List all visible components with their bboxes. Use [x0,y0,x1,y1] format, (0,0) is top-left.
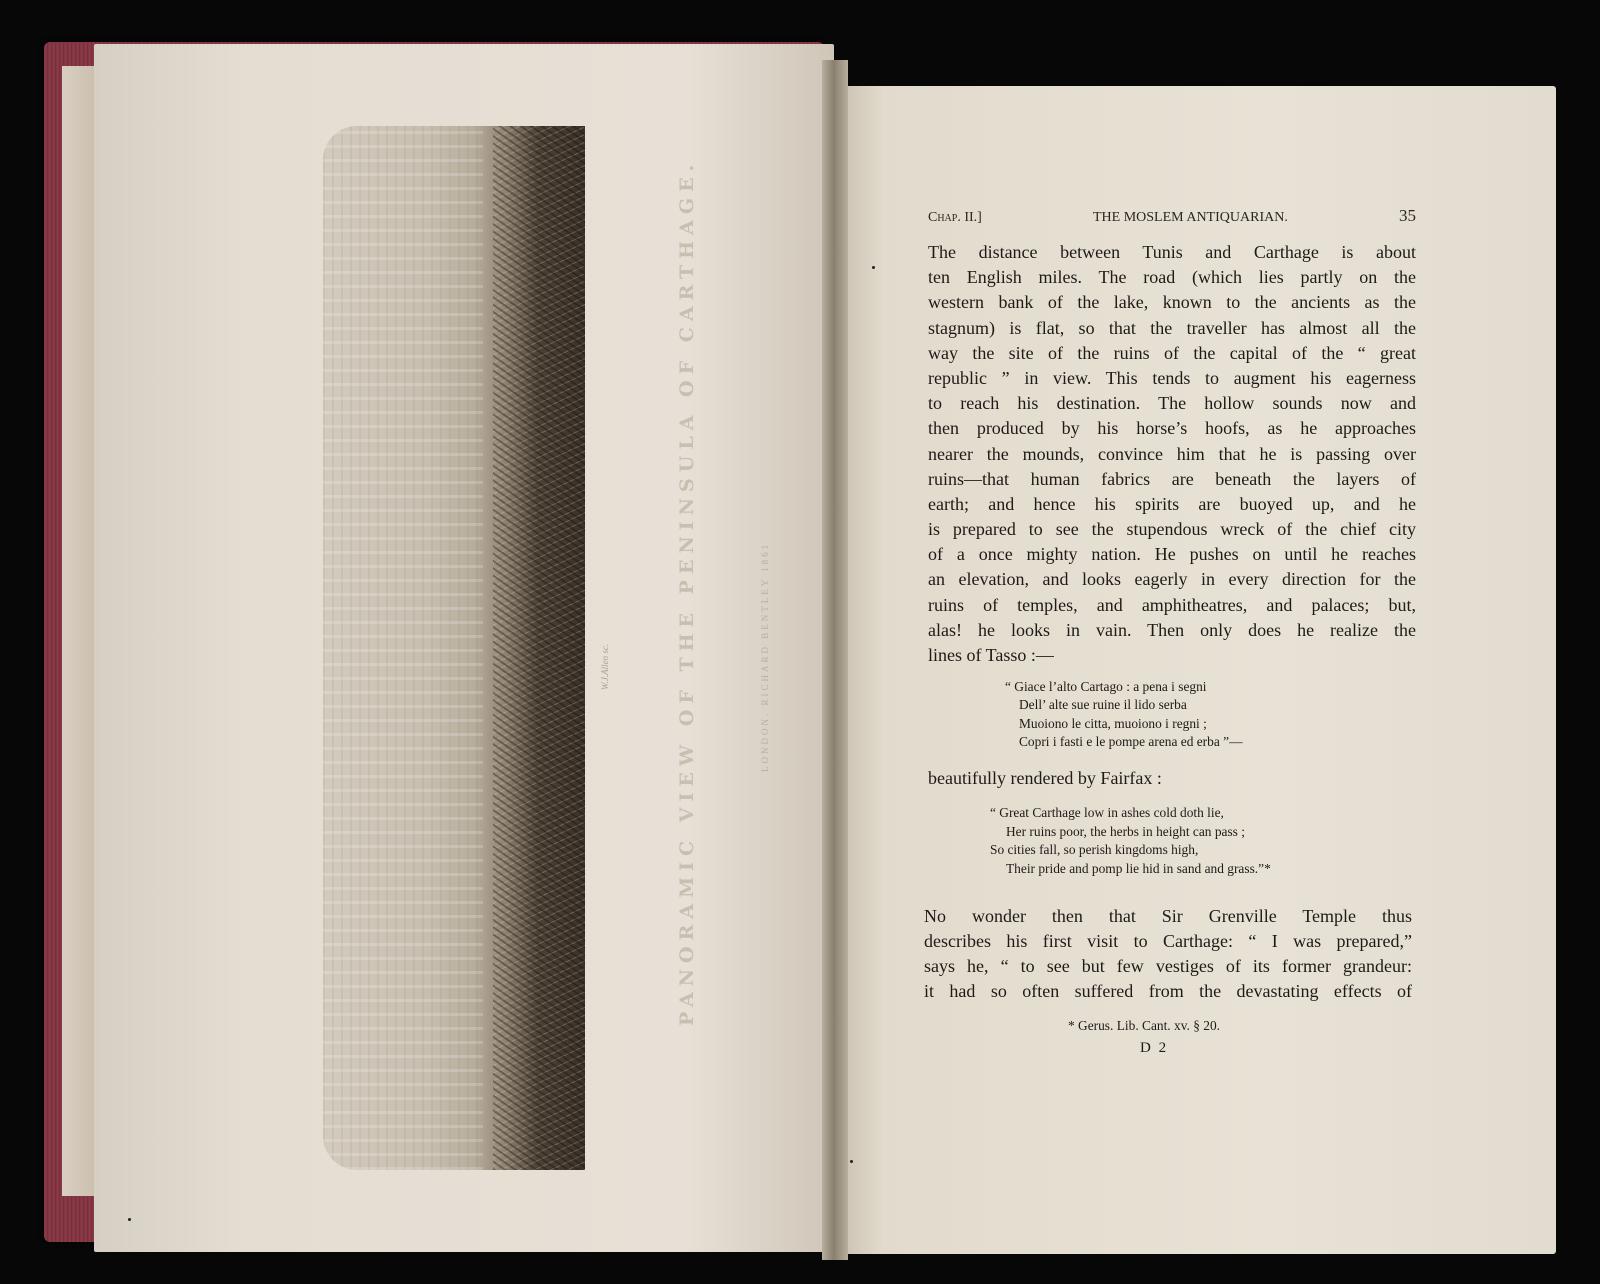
verse-line: Copri i fasti e le pompe arena ed erba ”— [1019,734,1243,750]
rendered-line: beautifully rendered by Fairfax : [928,768,1162,788]
paragraph-1 [928,240,1416,668]
book-gutter [822,60,848,1260]
verse-line: Her ruins poor, the herbs in height can pass ; [1006,823,1245,839]
running-head [928,206,1416,226]
text-line: The distance between Tunis and Carthage is about [928,242,1416,262]
verse-line: Their pride and pomp lie hid in sand and grass.”* [1006,860,1271,876]
text-line: western bank of the lake, known to the ancients as the [928,292,1416,313]
italian-verse [1005,678,1242,752]
text-line: No wonder then that Sir Grenville Temple thus [924,906,1412,926]
verse-line: “ Giace l’alto Cartago : a pena i segni [1005,679,1207,694]
text-line: it had so often suffered from the devastating effects of [924,981,1412,1001]
text-line: an elevation, and looks eagerly in every direction for the [928,569,1416,590]
text-line: nearer the mounds, convince him that he is passing over [928,443,1416,464]
verse-line: So cities fall, so perish kingdoms high, [990,842,1199,858]
text-line: way the site of the ruins of the capital of the “ great [928,342,1416,363]
page-number: 35 [1398,206,1416,225]
text-line: lines of Tasso :— [928,645,1054,665]
engraving-landscape [493,126,585,1170]
running-head-chapter: Chap. II.] [928,210,982,225]
text-line: to reach his destination. The hollow sounds now and [928,393,1416,414]
footnote: * Gerus. Lib. Cant. xv. § 20. [1068,1018,1220,1033]
text-line: earth; and hence his spirits are buoyed up, and he [928,493,1416,514]
text-line: ten English miles. The road (which lies partly on the [928,267,1416,288]
text-line: republic ” in view. This tends to augment his eagerness [928,367,1416,388]
text-line: describes his first visit to Carthage: “ I was prepared,” [924,931,1412,951]
text-line: is prepared to see the stupendous wreck of the chief city [928,519,1416,540]
text-line: alas! he looks in vain. Then only does he realize the [928,619,1416,640]
english-verse [990,804,1271,878]
paragraph-2 [924,904,1412,1004]
page-speck [850,1160,853,1163]
verse-line: Muoiono le citta, muoiono i regni ; [1019,715,1207,731]
engraving-sky [323,126,483,1170]
text-line: ruins of temples, and amphitheatres, and palaces; but, [928,594,1416,615]
panorama-engraving [323,126,585,1170]
plate-title: PANORAMIC VIEW OF THE PENINSULA OF CARTHAGE. [676,158,698,1026]
engraver-credit: W.J.Allen sc. [600,643,610,690]
running-head-title: THE MOSLEM ANTIQUARIAN. [1093,210,1288,225]
signature-mark: D 2 [1140,1040,1169,1056]
text-line: says he, “ to see but few vestiges of its former grandeur: [924,956,1412,976]
verse-line: Dell’ alte sue ruine il lido serba [1019,697,1187,713]
plate-publisher: LONDON. RICHARD BENTLEY 1861 [760,541,770,772]
text-line: of a once mighty nation. He pushes on until he reaches [928,544,1416,565]
page-speck [128,1218,131,1221]
page-speck [872,266,875,269]
text-line: stagnum) is flat, so that the traveller has almost all the [928,317,1416,338]
text-line: ruins—that human fabrics are beneath the layers of [928,468,1416,489]
text-line: then produced by his horse’s hoofs, as he approaches [928,418,1416,439]
verse-line: “ Great Carthage low in ashes cold doth lie, [990,805,1224,820]
